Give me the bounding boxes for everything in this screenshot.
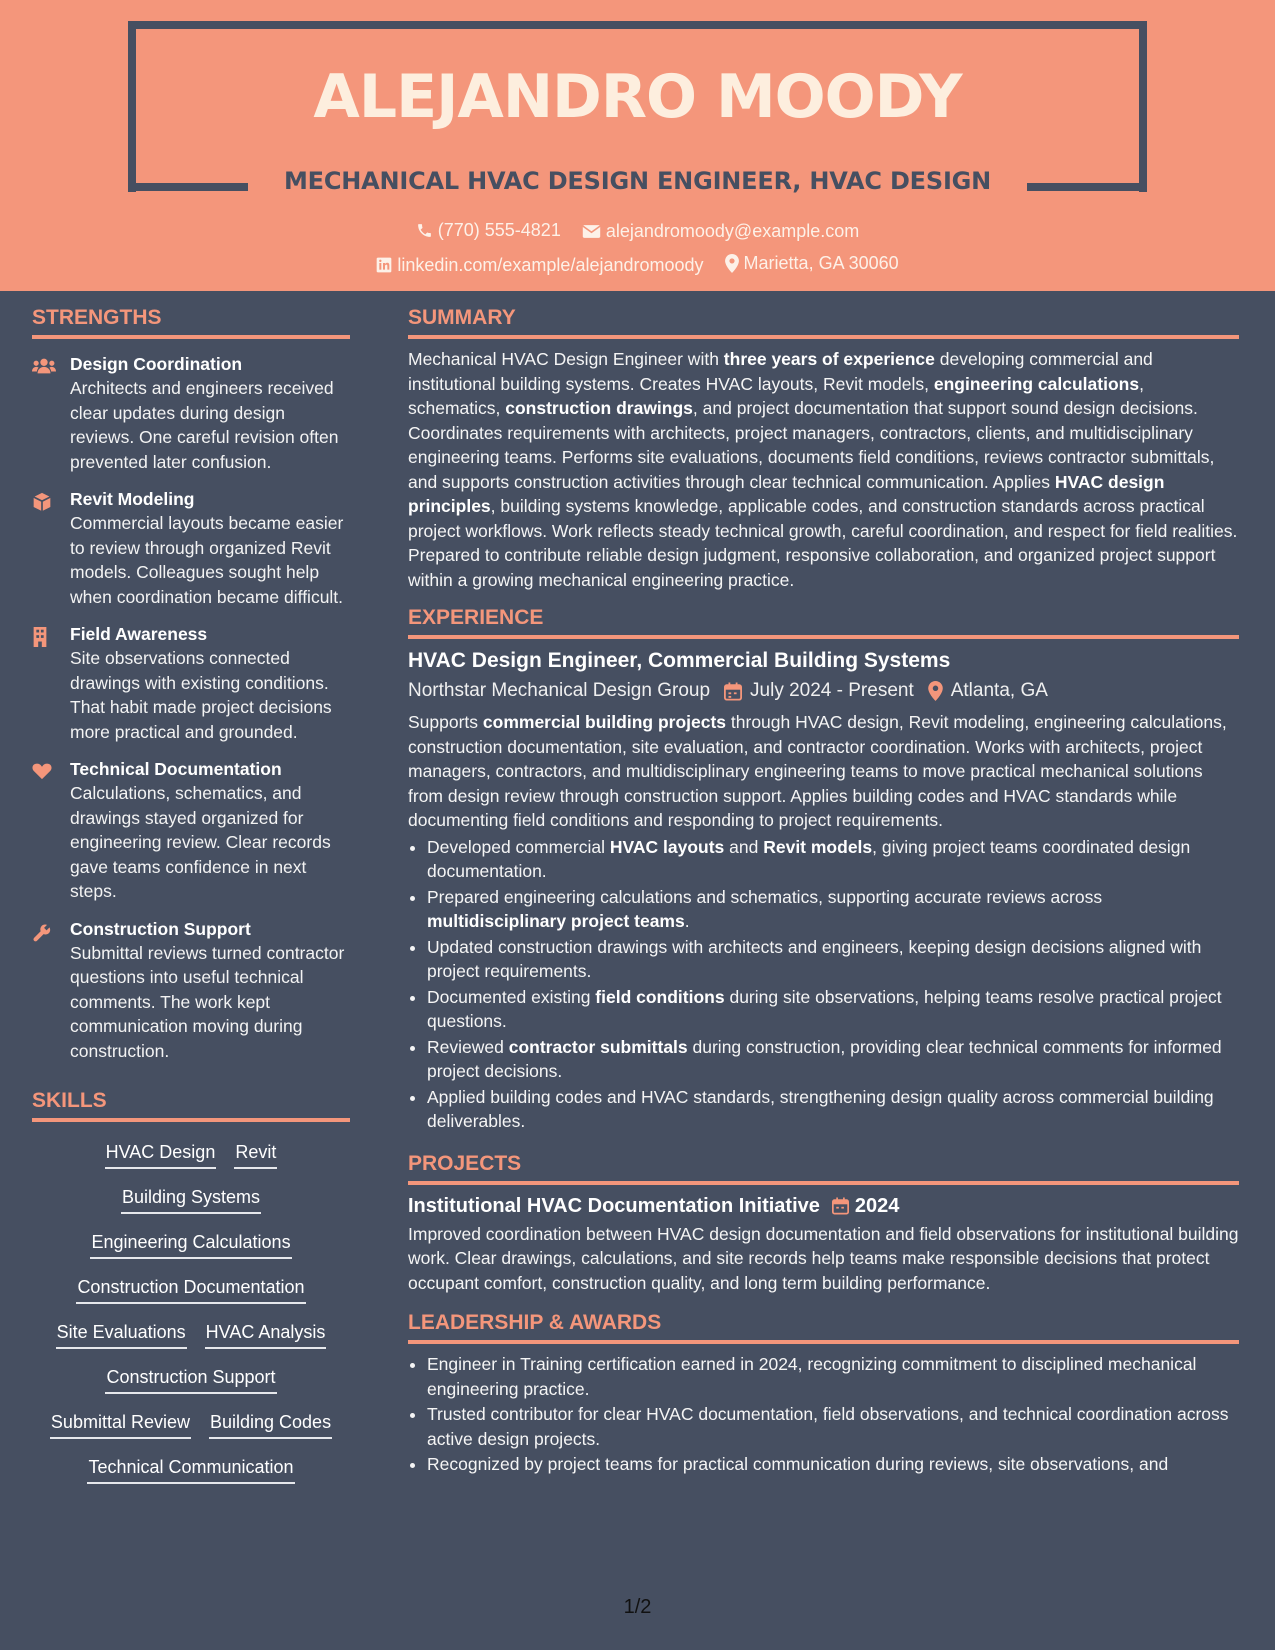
- skill-row: [32, 1451, 350, 1496]
- linkedin-text: linkedin.com/example/alejandromoody: [397, 254, 704, 275]
- wrench-icon: [32, 922, 52, 942]
- project-title-row: [408, 1195, 1239, 1218]
- strength-title: Technical Documentation: [70, 759, 282, 779]
- experience-heading: EXPERIENCE: [408, 606, 1239, 639]
- strength-item: [32, 758, 350, 904]
- company-name: Northstar Mechanical Design Group: [408, 680, 711, 701]
- contact-row-1: [0, 220, 1275, 244]
- right-column: [408, 306, 1239, 1478]
- email-text: alejandromoody@example.com: [605, 221, 860, 241]
- resume-header: [0, 0, 1275, 291]
- experience-intro: Supports commercial building projects through HVAC design, Revit modeling, engineering calculations, construction documentation, site evaluation, and contractor coordination. Works with architects, project managers, contractors, and multidisciplinary engineering teams to move practical mechanical solutions from design review through construction support. Applies building codes and HVAC standards while documenting field conditions and responding to project requirements.: [408, 712, 1227, 830]
- experience-bullet: • Applied building codes and HVAC standards, strengthening design quality across commercial building deliverables.: [427, 1085, 1239, 1134]
- award-bullet: • Recognized by project teams for practical communication during reviews, site observations, and: [427, 1452, 1239, 1477]
- building-icon: [32, 627, 48, 647]
- map-marker-icon: [725, 254, 739, 273]
- job-meta: [408, 680, 1239, 702]
- award-bullet: • Engineer in Training certification earned in 2024, recognizing commitment to disciplined mechanical engineering practice.: [427, 1352, 1239, 1401]
- skill-tag: Technical Communication: [87, 1455, 294, 1484]
- left-column: [32, 306, 350, 1496]
- skill-tag: HVAC Analysis: [205, 1320, 327, 1349]
- project-desc: Improved coordination between HVAC design documentation and field observations for institutional building work. Clear drawings, calculations, and site records help teams make responsible decisions that protect occupant comfort, construction quality, and long term building performance.: [408, 1223, 1239, 1293]
- users-icon: [32, 357, 56, 375]
- contact-row-2: [0, 253, 1275, 278]
- leadership-bullets: [408, 1352, 1239, 1477]
- strength-title: Design Coordination: [70, 354, 243, 374]
- strength-title: Construction Support: [70, 918, 251, 939]
- contact-phone[interactable]: [416, 220, 561, 241]
- job-dates: July 2024 - Present: [750, 680, 914, 701]
- experience-bullets: [408, 835, 1239, 1134]
- skills-list: [32, 1136, 350, 1496]
- skill-row: [32, 1181, 350, 1226]
- summary-text: Mechanical HVAC Design Engineer with three years of experience developing commercial and institutional building systems. Creates HVAC layouts, Revit models, engineering calculations, schematics, construction drawings, and project documentation that support sound design decisions. Coordinates requirements with architects, project managers, contractors, clients, and multidisciplinary engineering teams. Performs site evaluations, documents field conditions, reviews contractor submittals, and supports construction activities through clear technical communication. Applies HVAC design principles, building systems knowledge, applicable codes, and construction standards across practical project workflows. Work reflects steady technical growth, careful coordination, and respect for field realities. Prepared to contribute reliable design judgment, responsive collaboration, and organized project support within a growing mechanical engineering practice.: [408, 349, 1238, 590]
- experience-bullet: • Documented existing field conditions during site observations, helping teams resolve practical project questions.: [427, 985, 1239, 1034]
- experience-bullet: • Developed commercial HVAC layouts and Revit models, giving project teams coordinated design documentation.: [427, 835, 1239, 884]
- strengths-heading: STRENGTHS: [32, 306, 350, 339]
- leadership-heading: LEADERSHIP & AWARDS: [408, 1311, 1239, 1344]
- skill-tag: Revit: [234, 1140, 277, 1169]
- contact-location: [725, 253, 899, 274]
- calendar-icon: [832, 1197, 849, 1215]
- strength-title: Field Awareness: [70, 624, 208, 644]
- cube-icon: [32, 492, 52, 512]
- candidate-role: MECHANICAL HVAC DESIGN ENGINEER, HVAC DESIGN: [283, 167, 992, 195]
- candidate-name: ALEJANDRO MOODY: [313, 62, 962, 132]
- heart-icon: [32, 762, 52, 780]
- experience-bullet: • Updated construction drawings with architects and engineers, keeping design decisions aligned with project requirements.: [427, 935, 1239, 984]
- strength-item: [32, 623, 350, 744]
- strength-item: [32, 353, 350, 474]
- job-location: Atlanta, GA: [950, 680, 1048, 701]
- calendar-icon: [724, 682, 742, 701]
- project-year: 2024: [854, 1194, 900, 1217]
- experience-bullet: • Reviewed contractor submittals during construction, providing clear technical comments for informed project decisions.: [427, 1035, 1239, 1084]
- strength-desc: Architects and engineers received clear updates during design reviews. One careful revision often prevented later confusion.: [70, 378, 339, 472]
- page-number: 1/2: [623, 1596, 652, 1618]
- map-marker-icon: [928, 681, 943, 701]
- strength-title: Revit Modeling: [70, 489, 195, 509]
- skill-row: [32, 1136, 350, 1181]
- skill-tag: Construction Documentation: [76, 1275, 305, 1304]
- job-title: HVAC Design Engineer, Commercial Building Systems: [408, 649, 951, 672]
- skill-tag: HVAC Design: [105, 1140, 217, 1169]
- skill-row: [32, 1316, 350, 1361]
- contact-email[interactable]: [582, 221, 859, 242]
- skill-tag: Site Evaluations: [56, 1320, 187, 1349]
- strength-item: [32, 488, 350, 609]
- skill-tag: Building Systems: [121, 1185, 261, 1214]
- strength-desc: Calculations, schematics, and drawings stayed organized for engineering review. Clear records gave teams confidence in next steps.: [70, 783, 331, 901]
- summary-heading: SUMMARY: [408, 306, 1239, 339]
- skill-tag: Building Codes: [209, 1410, 332, 1439]
- strength-desc: Site observations connected drawings with existing conditions. That habit made project decisions more practical and grounded.: [70, 648, 332, 742]
- strength-desc: Commercial layouts became easier to review through organized Revit models. Colleagues sought help when coordination became difficult.: [70, 513, 344, 607]
- skill-row: [32, 1406, 350, 1451]
- projects-heading: PROJECTS: [408, 1152, 1239, 1185]
- skills-heading: SKILLS: [32, 1089, 350, 1122]
- award-bullet: • Trusted contributor for clear HVAC documentation, field observations, and technical coordination across active design projects.: [427, 1402, 1239, 1451]
- phone-icon: [416, 222, 433, 239]
- skill-row: [32, 1226, 350, 1271]
- skill-tag: Submittal Review: [50, 1410, 191, 1439]
- contact-linkedin[interactable]: [376, 255, 703, 276]
- linkedin-icon: [376, 257, 392, 273]
- skill-row: [32, 1361, 350, 1406]
- skill-tag: Engineering Calculations: [90, 1230, 291, 1259]
- skill-tag: Construction Support: [105, 1365, 276, 1394]
- strength-item: [32, 918, 350, 1064]
- phone-text: (770) 555-4821: [437, 220, 561, 240]
- experience-bullet: • Prepared engineering calculations and schematics, supporting accurate reviews across multidisciplinary project teams.: [427, 885, 1239, 934]
- project-name: Institutional HVAC Documentation Initiative: [408, 1194, 820, 1217]
- envelope-icon: [582, 224, 601, 239]
- strength-desc: Submittal reviews turned contractor questions into useful technical comments. The work kept communication moving during construction.: [70, 942, 345, 1061]
- skill-row: [32, 1271, 350, 1316]
- location-text: Marietta, GA 30060: [743, 253, 899, 273]
